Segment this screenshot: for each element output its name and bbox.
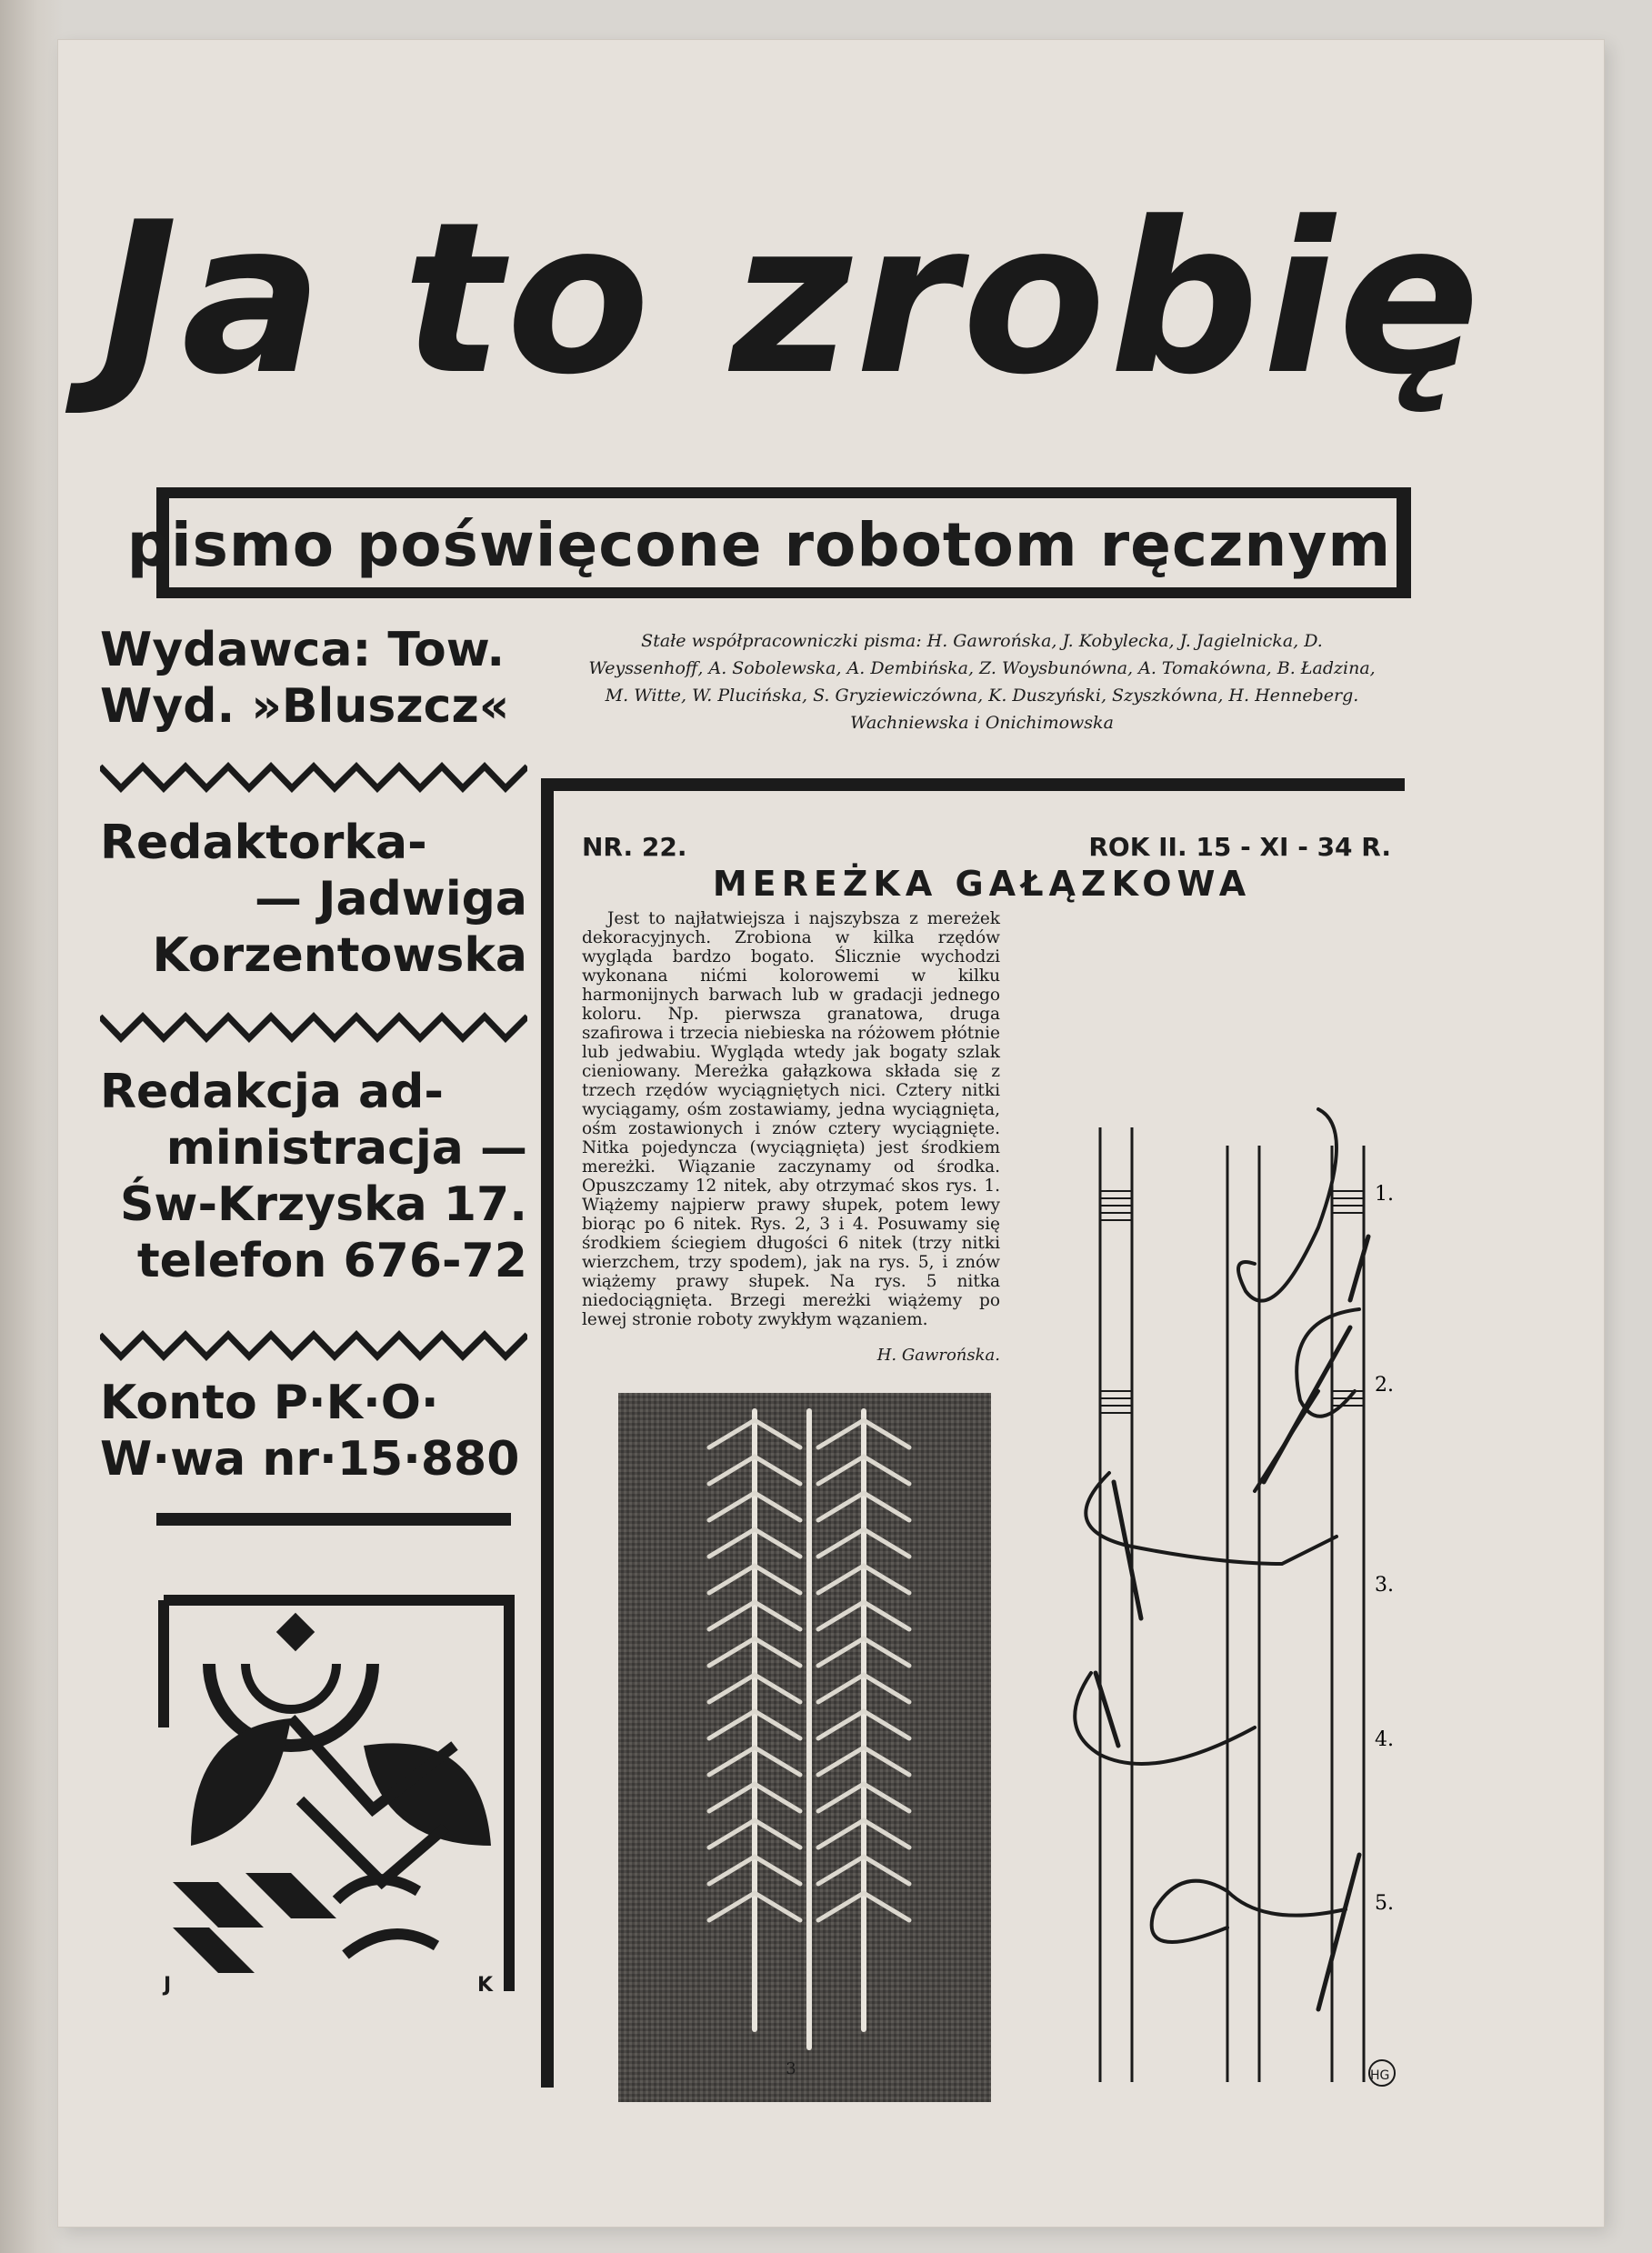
editor-block <box>100 815 527 984</box>
office-line-2: ministracja — <box>165 1121 527 1176</box>
office-line-4: telefon 676-72 <box>136 1234 527 1288</box>
emblem-initial-left: J <box>164 1974 172 1997</box>
page-number: 3 <box>786 2059 796 2078</box>
artist-mark: HG <box>1370 2068 1390 2083</box>
embroidery-photo <box>618 1393 991 2102</box>
editor-line-1: Redaktorka- <box>100 816 427 870</box>
office-block <box>100 1064 527 1289</box>
zigzag-divider-1 <box>100 759 527 796</box>
editor-line-3: Korzentowska <box>152 928 527 983</box>
book-spine <box>0 0 64 2253</box>
masthead-title: Ja to zrobię <box>100 178 1484 421</box>
publisher-line-1: Wydawca: Tow. <box>100 623 506 677</box>
article-author: H. Gawrońska. <box>876 1346 1000 1365</box>
left-column-rule <box>156 1513 511 1526</box>
masthead-subtitle: pismo poświęcone robotom ręcznym <box>126 510 1392 580</box>
zigzag-divider-2 <box>100 1009 527 1046</box>
office-line-3: Św-Krzyska 17. <box>119 1177 527 1232</box>
figure-label-4: 4. <box>1375 1728 1394 1751</box>
office-line-1: Redakcja ad- <box>100 1065 444 1119</box>
issue-date: ROK II. 15 - XI - 34 R. <box>1088 832 1391 862</box>
publisher-line-2: Wyd. »Bluszcz« <box>100 679 510 734</box>
article-frame-top <box>541 778 1405 791</box>
article-title: MEREŻKA GAŁĄZKOWA <box>712 864 1252 904</box>
account-line-2: W·wa nr·15·880 <box>100 1432 520 1487</box>
account-line-1: Konto P·K·O· <box>100 1376 439 1430</box>
figure-label-2: 2. <box>1375 1374 1394 1397</box>
masthead-rule-top <box>156 487 1411 498</box>
article-body: Jest to najłatwiejsza i najszybsza z mereżek dekoracyjnych. Zrobiona w kilka rzędów wygląda bardzo bogato. Ślicznie wychodzi wykonana nićmi kolorowemi w kilku harmonijnych barwach lub w gradacji jednego koloru. Np. pierwsza granatowa, druga szafirowa i trzecia niebieska na różowem płótnie lub jedwabiu. Wygląda wtedy jak bogaty szlak cieniowany. Mereżka gałązkowa składa się z trzech rzędów wyciągniętych nici. Cztery nitki wyciągamy, ośm zostawiamy, jedna wyciągnięta, ośm zostawionych i znów cztery wyciągnięte. Nitka pojedyncza (wyciągnięta) jest środkiem mereżki. Wiązanie zaczynamy od środka. Opuszczamy 12 nitek, aby otrzymać skos rys. 1. Wiążemy najpierw prawy słupek, potem lewy biorąc po 6 nitek. Rys. 2, 3 i 4. Posuwamy się środkiem ściegiem długości 6 nitek (trzy nitki wierzchem, trzy spodem), jak na rys. 5, i znów wiążemy prawy słupek. Na rys. 5 nitka niedociągnięta. Brzegi mereżki wiążemy po lewej stronie roboty zwykłym wązaniem. <box>582 909 1000 1329</box>
editor-line-2: — Jadwiga <box>255 872 527 926</box>
stitch-diagrams <box>1046 1091 1409 2100</box>
figure-label-5: 5. <box>1375 1892 1394 1915</box>
contributors-note: Stałe współpracowniczki pisma: H. Gawrońska, J. Kobylecka, J. Jagielnicka, D. Weyssenhoff, A. Sobolewska, A. Dembińska, Z. Woysbunówna, A. Tomakówna, B. Ładzina, M. Witte, W. Plucińska, S. Gryziewiczówna, K. Duszyński, Szyszkówna, H. Henneberg. Wachniewska i Onichimowska <box>588 631 1376 733</box>
figure-label-1: 1. <box>1375 1183 1394 1206</box>
figure-label-3: 3. <box>1375 1574 1394 1597</box>
masthead-rule-bottom <box>156 587 1411 598</box>
zigzag-divider-3 <box>100 1327 527 1364</box>
publisher-block <box>100 622 527 735</box>
account-block <box>100 1375 527 1487</box>
article-frame-left <box>541 778 554 2088</box>
floral-emblem-icon <box>155 1591 518 2000</box>
issue-number: NR. 22. <box>582 832 687 862</box>
emblem-initial-right: K <box>477 1974 494 1997</box>
